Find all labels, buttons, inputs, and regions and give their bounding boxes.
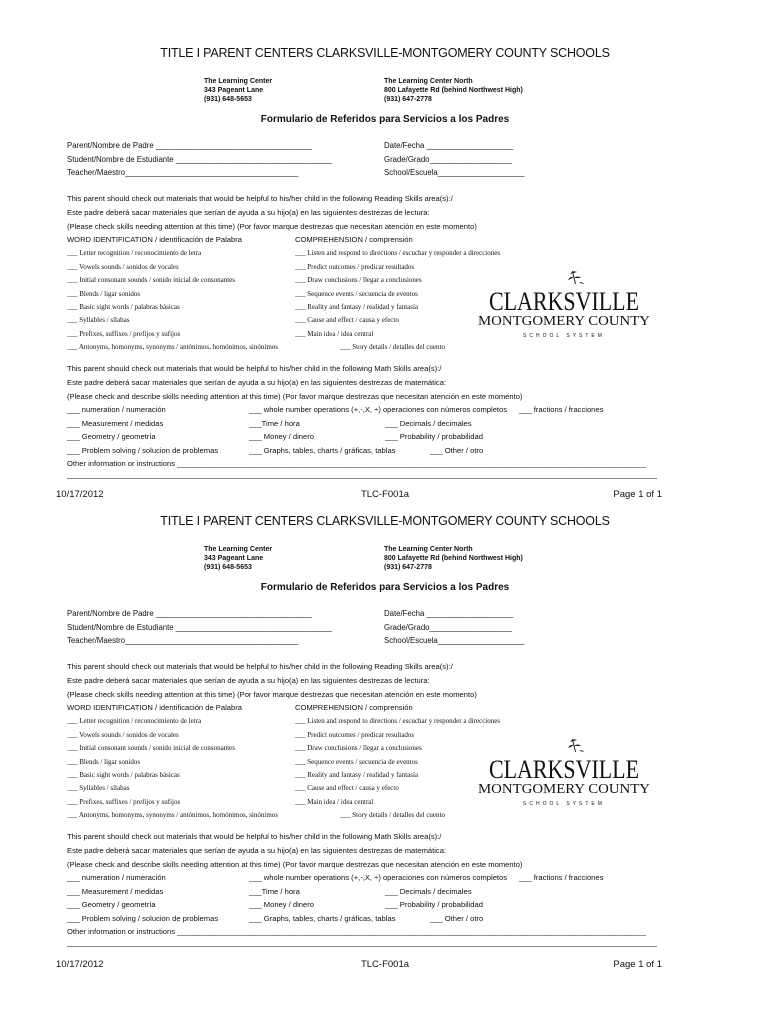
comprehension-skill-item[interactable]: ___ Predict outcomes / predicar resultados (295, 263, 415, 271)
math-skill-item[interactable]: ___ Geometry / geometría (67, 432, 156, 441)
comprehension-skill-item[interactable]: ___ Draw conclusions / llegar a conclusiones (295, 276, 422, 284)
center-street: 343 Pageant Lane (204, 87, 264, 95)
reading-skill-item[interactable]: ___ Prefixes, suffixes / prefijos y sufijos (67, 330, 181, 338)
form-subtitle: Formulario de Referidos para Servicios a los Padres (260, 114, 510, 125)
comprehension-skill-item[interactable]: ___ Predict outcomes / predicar resultados (295, 731, 415, 739)
student-name-field[interactable]: Student/Nombre de Estudiante ____________________________________ (67, 155, 332, 164)
teacher-field[interactable]: Teacher/Maestro________________________________________ (67, 168, 299, 177)
logo-line1: CLARKSVILLE (489, 287, 639, 316)
clarksville-logo (476, 268, 652, 342)
center-phone: (931) 647-2778 (384, 564, 432, 572)
form-page-2 (0, 512, 770, 1024)
footer-date: 10/17/2012 (56, 959, 104, 970)
reading-skill-item[interactable]: ___ Prefixes, suffixes / prefijos y sufijos (67, 798, 181, 806)
math-skill-item[interactable]: ___ numeration / numeración (67, 873, 166, 882)
center-street: 343 Pageant Lane (204, 555, 264, 563)
math-intro-en: This parent should check out materials that would be helpful to his/her child in the following Math Skills area(s):/ (67, 832, 442, 841)
reading-intro-es: Este padre deberá sacar materiales que serían de ayuda a su hijo(a) en las siguientes destrezas de lectura: (67, 676, 430, 685)
math-skill-item[interactable]: ___ Other / otro (430, 446, 484, 455)
math-instruction: (Please check and describe skills needing attention at this time) (Por favor marque destrezas que necesitan atención en este momento) (67, 860, 523, 869)
math-skill-item[interactable]: ___ Geometry / geometría (67, 900, 156, 909)
reading-intro-en: This parent should check out materials that would be helpful to his/her child in the following Reading Skills area(s):/ (67, 194, 453, 203)
comprehension-skill-item[interactable]: ___ Sequence events / secuencia de eventos (295, 290, 418, 298)
center-address-2 (384, 545, 523, 572)
other-info-field[interactable]: Other information or instructions _______________________________________________________________________________________________________________ (67, 927, 646, 936)
math-skill-item[interactable]: ___Time / hora (249, 887, 300, 896)
center-street: 800 Lafayette Rd (behind Northwest High) (384, 87, 523, 95)
center-address-1 (204, 77, 272, 104)
math-skill-item[interactable]: ___ Measurement / medidas (67, 887, 164, 896)
reading-instruction: (Please check skills needing attention at this time) (Por favor marque destrezas que necesitan atención en este momento) (67, 690, 477, 699)
math-intro-es: Este padre deberá sacar materiales que serían de ayuda a su hijo(a) en las siguientes destrezas de matemática: (67, 378, 447, 387)
center-phone: (931) 648-5653 (204, 564, 252, 572)
math-skill-item[interactable]: ___ Problem solving / solucion de problemas (67, 446, 219, 455)
reading-skill-item[interactable]: ___ Basic sight words / palabras básicas (67, 303, 180, 311)
student-name-field[interactable]: Student/Nombre de Estudiante ____________________________________ (67, 623, 332, 632)
form-title: TITLE I PARENT CENTERS CLARKSVILLE-MONTGOMERY COUNTY SCHOOLS (160, 514, 610, 528)
center-name: The Learning Center (204, 546, 273, 553)
math-skill-item[interactable]: ___ Other / otro (430, 914, 484, 923)
math-skill-item[interactable]: ___ Probability / probabilidad (385, 432, 483, 441)
math-skill-item[interactable]: ___ Decimals / decimales (385, 887, 472, 896)
footer-page-number: Page 1 of 1 (613, 489, 662, 500)
reading-intro-en: This parent should check out materials that would be helpful to his/her child in the following Reading Skills area(s):/ (67, 662, 453, 671)
math-skill-item[interactable]: ___ numeration / numeración (67, 405, 166, 414)
reading-word-id-header: WORD IDENTIFICATION / identificación de Palabra (67, 703, 242, 712)
center-address-2 (384, 77, 523, 104)
logo-line2: MONTGOMERY COUNTY (478, 314, 650, 329)
reading-comprehension-header: COMPREHENSION / comprensión (295, 235, 413, 244)
comprehension-skill-item[interactable]: ___ Cause and effect / causa y efecto (295, 784, 399, 792)
reading-skill-item[interactable]: ___ Blends / ligar sonidos (67, 290, 141, 298)
footer-page-number: Page 1 of 1 (613, 959, 662, 970)
comprehension-skill-item[interactable]: ___ Story details / detalles del cuento (340, 811, 445, 819)
comprehension-skill-item[interactable]: ___ Draw conclusions / llegar a conclusiones (295, 744, 422, 752)
math-skill-item[interactable]: ___ Probability / probabilidad (385, 900, 483, 909)
math-skill-item[interactable]: ___ whole number operations (+,-,X, ÷) operaciones con números completos (249, 873, 508, 882)
comprehension-skill-item[interactable]: ___ Reality and fantasy / realidad y fantasía (295, 771, 419, 779)
comprehension-skill-item[interactable]: ___ Reality and fantasy / realidad y fantasía (295, 303, 419, 311)
math-intro-en: This parent should check out materials that would be helpful to his/her child in the following Math Skills area(s):/ (67, 364, 442, 373)
reading-skill-item[interactable]: ___ Syllables / sílabas (67, 784, 130, 792)
center-name: The Learning Center North (384, 78, 473, 85)
comprehension-skill-item[interactable]: ___ Listen and respond to directions / escuchar y responder a direcciones (295, 717, 501, 725)
reading-skill-item[interactable]: ___ Syllables / sílabas (67, 316, 130, 324)
comprehension-skill-item[interactable]: ___ Cause and effect / causa y efecto (295, 316, 399, 324)
reading-skill-item[interactable]: ___ Basic sight words / palabras básicas (67, 771, 180, 779)
reading-instruction: (Please check skills needing attention at this time) (Por favor marque destrezas que necesitan atención en este momento) (67, 222, 477, 231)
math-instruction: (Please check and describe skills needing attention at this time) (Por favor marque destrezas que necesitan atención en este momento) (67, 392, 523, 401)
form-title: TITLE I PARENT CENTERS CLARKSVILLE-MONTGOMERY COUNTY SCHOOLS (160, 46, 610, 60)
reading-skill-item[interactable]: ___ Vowels sounds / sonidos de vocales (67, 731, 179, 739)
center-street: 800 Lafayette Rd (behind Northwest High) (384, 555, 523, 563)
clarksville-logo (476, 736, 652, 810)
reading-skill-item[interactable]: ___ Initial consonant sounds / sonido inicial de consonantes (67, 744, 235, 752)
parent-name-field[interactable]: Parent/Nombre de Padre ____________________________________ (67, 141, 312, 150)
comprehension-skill-item[interactable]: ___ Sequence events / secuencia de eventos (295, 758, 418, 766)
grade-field[interactable]: Grade/Grado___________________ (384, 623, 512, 632)
date-field[interactable]: Date/Fecha ____________________ (384, 141, 514, 150)
comprehension-skill-item[interactable]: ___ Main idea / idea central (295, 798, 374, 806)
center-phone: (931) 647-2778 (384, 96, 432, 104)
center-phone: (931) 648-5653 (204, 96, 252, 104)
math-skill-item[interactable]: ___ fractions / fracciones (519, 873, 604, 882)
math-skill-item[interactable]: ___ fractions / fracciones (519, 405, 604, 414)
reading-skill-item[interactable]: ___ Antonyms, homonyms, synonyms / antónimos, homónimos, sinónimos (67, 343, 278, 351)
footer-form-code: TLC-F001a (360, 489, 410, 500)
center-name: The Learning Center North (384, 546, 473, 553)
divider-line (67, 946, 657, 947)
form-subtitle: Formulario de Referidos para Servicios a los Padres (260, 582, 510, 593)
reading-skill-item[interactable]: ___ Blends / ligar sonidos (67, 758, 141, 766)
reading-skill-item[interactable]: ___ Letter recognition / reconocimiento de letra (67, 717, 202, 725)
math-skill-item[interactable]: ___ Graphs, tables, charts / gráficas, tablas (249, 446, 396, 455)
logo-line3: SCHOOL SYSTEM (523, 801, 605, 807)
divider-line (67, 478, 657, 479)
reading-skill-item[interactable]: ___ Initial consonant sounds / sonido inicial de consonantes (67, 276, 235, 284)
footer-form-code: TLC-F001a (360, 959, 410, 970)
math-intro-es: Este padre deberá sacar materiales que serían de ayuda a su hijo(a) en las siguientes destrezas de matemática: (67, 846, 447, 855)
reading-word-id-header: WORD IDENTIFICATION / identificación de Palabra (67, 235, 242, 244)
parent-name-field[interactable]: Parent/Nombre de Padre ____________________________________ (67, 609, 312, 618)
math-skill-item[interactable]: ___Time / hora (249, 419, 300, 428)
comprehension-skill-item[interactable]: ___ Story details / detalles del cuento (340, 343, 445, 351)
center-address-1 (204, 545, 272, 572)
logo-line2: MONTGOMERY COUNTY (478, 782, 650, 797)
school-field[interactable]: School/Escuela____________________ (384, 636, 525, 645)
reading-intro-es: Este padre deberá sacar materiales que serían de ayuda a su hijo(a) en las siguientes destrezas de lectura: (67, 208, 430, 217)
math-skill-item[interactable]: ___ Problem solving / solucion de problemas (67, 914, 219, 923)
reading-comprehension-header: COMPREHENSION / comprensión (295, 703, 413, 712)
math-skill-item[interactable]: ___ Decimals / decimales (385, 419, 472, 428)
footer-date: 10/17/2012 (56, 489, 104, 500)
math-skill-item[interactable]: ___ Money / dinero (249, 432, 315, 441)
comprehension-skill-item[interactable]: ___ Main idea / idea central (295, 330, 374, 338)
logo-line3: SCHOOL SYSTEM (523, 333, 605, 339)
math-skill-item[interactable]: ___ whole number operations (+,-,X, ÷) operaciones con números completos (249, 405, 508, 414)
school-field[interactable]: School/Escuela____________________ (384, 168, 525, 177)
math-skill-item[interactable]: ___ Measurement / medidas (67, 419, 164, 428)
grade-field[interactable]: Grade/Grado___________________ (384, 155, 512, 164)
logo-line1: CLARKSVILLE (489, 755, 639, 784)
comprehension-skill-item[interactable]: ___ Listen and respond to directions / escuchar y responder a direcciones (295, 249, 501, 257)
math-skill-item[interactable]: ___ Graphs, tables, charts / gráficas, tablas (249, 914, 396, 923)
reading-skill-item[interactable]: ___ Antonyms, homonyms, synonyms / antónimos, homónimos, sinónimos (67, 811, 278, 819)
teacher-field[interactable]: Teacher/Maestro________________________________________ (67, 636, 299, 645)
date-field[interactable]: Date/Fecha ____________________ (384, 609, 514, 618)
math-skill-item[interactable]: ___ Money / dinero (249, 900, 315, 909)
center-name: The Learning Center (204, 78, 273, 85)
reading-skill-item[interactable]: ___ Vowels sounds / sonidos de vocales (67, 263, 179, 271)
other-info-field[interactable]: Other information or instructions _______________________________________________________________________________________________________________ (67, 459, 646, 468)
reading-skill-item[interactable]: ___ Letter recognition / reconocimiento de letra (67, 249, 202, 257)
